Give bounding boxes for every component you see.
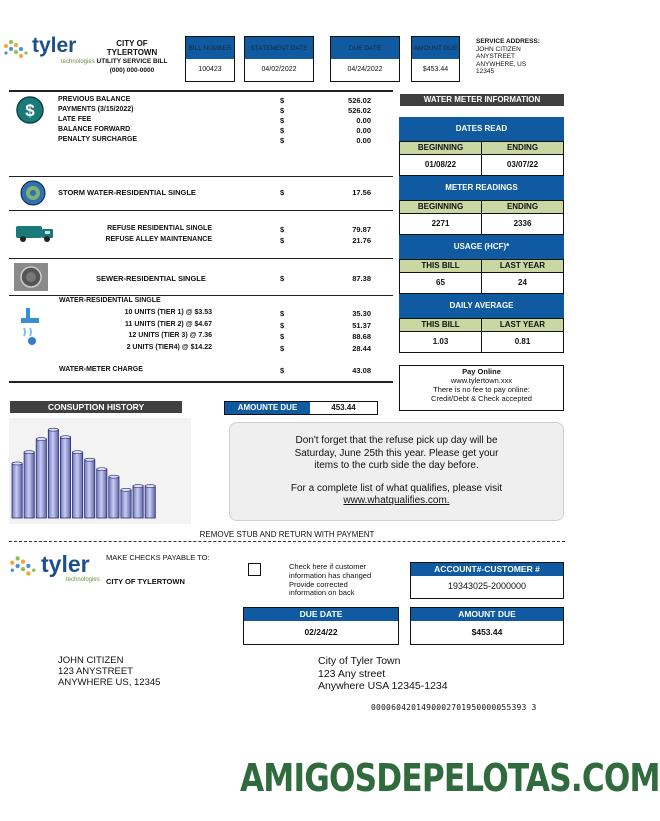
charge-label: PAYMENTS (3/15/2022): [58, 106, 134, 113]
due-date-label: DUE DATE: [331, 37, 399, 59]
charge-amount: 88.68: [352, 332, 371, 341]
charge-currency: $: [280, 343, 285, 353]
sewer-icon: [14, 263, 48, 291]
charge-amount: 21.76: [352, 236, 371, 245]
address-change-checkbox[interactable]: [248, 563, 261, 576]
consumption-bar: [60, 437, 70, 518]
account-label: ACCOUNT#-CUSTOMER #: [411, 563, 563, 576]
garbage-truck-icon: [14, 222, 56, 244]
service-address: [476, 38, 540, 76]
meter-readings-header: METER READINGS: [399, 176, 564, 200]
amount-due-box-label: AMOUNT DUE: [412, 37, 459, 59]
meter-info-title: WATER METER INFORMATION: [400, 94, 564, 106]
remit-address-line: Anywhere USA 12345-1234: [318, 680, 448, 692]
payable-label: MAKE CHECKS PAYABLE TO:: [106, 553, 210, 562]
amount-due-box: [411, 36, 460, 82]
stub-logo-subtext: technologies: [66, 577, 100, 583]
scan-line: 0000604201490002701950000055393 3: [371, 703, 537, 712]
bill-number-box: [185, 36, 235, 82]
charge-label: 12 UNITS (TIER 3) @ 7.36: [128, 332, 212, 339]
service-address-line: 12345: [476, 68, 495, 75]
charge-amount: 0.00: [356, 116, 371, 125]
notice-line-4: For a complete list of what qualifies, please visit: [290, 482, 503, 494]
date-begin-value: 01/08/22: [399, 155, 482, 176]
storm-amount: 17.56: [352, 188, 371, 197]
consumption-bar: [36, 439, 46, 518]
statement-date-value: 04/02/2022: [261, 66, 297, 73]
city-line-1: CITY OF: [116, 39, 148, 48]
consumption-bar-cap: [73, 451, 83, 454]
statement-date-box: [244, 36, 314, 82]
dollar-icon: [16, 96, 44, 124]
customer-address: [58, 655, 160, 688]
customer-address-line: JOHN CITIZEN: [58, 655, 124, 666]
remit-address: [318, 655, 448, 693]
consumption-bar: [85, 460, 95, 518]
consumption-bar: [12, 463, 22, 518]
consumption-bar-cap: [24, 451, 34, 454]
charge-label: PREVIOUS BALANCE: [58, 96, 131, 103]
charge-label: LATE FEE: [58, 116, 92, 123]
stub-amount-label: AMOUNT DUE: [411, 608, 563, 621]
charge-currency: $: [280, 225, 285, 234]
pay-online-url[interactable]: www.tylertown.xxx: [450, 376, 513, 385]
remit-address-line: 123 Any street: [318, 667, 386, 680]
stub-divider: [9, 541, 565, 542]
consumption-bar: [121, 490, 131, 518]
storm-currency: $: [280, 188, 285, 197]
city-line-2: TYLERTOWN: [106, 48, 158, 57]
daily-this-value: 1.03: [399, 332, 482, 353]
consumption-bar-cap: [36, 438, 46, 441]
dates-ending-label: ENDING: [482, 141, 564, 155]
consumption-bar: [133, 486, 143, 518]
charge-label: REFUSE ALLEY MAINTENANCE: [105, 236, 212, 243]
charge-amount: 526.02: [348, 106, 371, 115]
stub-amount-value: $453.44: [471, 627, 503, 637]
water-title: WATER-RESIDENTIAL SINGLE: [59, 297, 161, 304]
amount-due-value: 453.44: [331, 403, 356, 412]
charge-currency: $: [280, 106, 285, 115]
payable-to: CITY OF TYLERTOWN: [106, 577, 185, 586]
check-text-line: information has changed: [289, 570, 372, 580]
stub-due-date-box: [243, 607, 399, 645]
consumption-bar-cap: [60, 436, 70, 439]
bill-number-label: BILL NUMBER: [186, 37, 234, 59]
dates-beginning-label: BEGINNING: [399, 141, 482, 155]
amount-due-box-value: $453.44: [422, 66, 449, 73]
charge-currency: $: [280, 96, 285, 105]
consumption-bar-cap: [145, 485, 155, 488]
svg-text:$: $: [25, 101, 35, 120]
water-faucet-icon: [18, 306, 44, 346]
charge-amount: 526.02: [348, 96, 371, 105]
address-change-text: [289, 563, 371, 598]
consumption-bar-cap: [12, 462, 22, 465]
pay-online-box[interactable]: [399, 365, 564, 411]
charge-amount: 35.30: [352, 309, 371, 318]
city-block: [88, 39, 176, 75]
stub-logo-text: tyler: [41, 551, 90, 577]
storm-water-icon: [20, 180, 46, 206]
charge-currency: $: [280, 116, 285, 125]
phone: (000) 000-0000: [109, 67, 155, 74]
sewer-label: SEWER-RESIDENTIAL SINGLE: [96, 274, 206, 283]
amount-due-strip: [224, 401, 378, 415]
daily-this-bill-label: THIS BILL: [399, 318, 482, 332]
logo-subtext: technologies: [61, 59, 95, 65]
sewer-currency: $: [280, 274, 285, 283]
consumption-bar-cap: [133, 485, 143, 488]
charge-currency: $: [280, 309, 285, 318]
consumption-bar: [73, 452, 83, 518]
charge-amount: 0.00: [356, 136, 371, 145]
pay-online-title: Pay Online: [462, 367, 501, 376]
check-text-line: Check here if customer: [289, 562, 367, 571]
consumption-bar-cap: [121, 488, 131, 491]
charge-amount: 0.00: [356, 126, 371, 135]
meter-charge-currency: $: [280, 366, 285, 375]
usage-this-value: 65: [399, 273, 482, 294]
charge-currency: $: [280, 332, 285, 341]
usage-last-value: 24: [482, 273, 564, 294]
stub-due-date-value: 02/24/22: [304, 627, 338, 637]
remove-stub-text: REMOVE STUB AND RETURN WITH PAYMENT: [199, 530, 375, 539]
stub-tyler-logo-icon: [8, 552, 38, 582]
daily-last-value: 0.81: [482, 332, 564, 353]
charge-amount: 28.44: [352, 343, 371, 353]
dates-read-header: DATES READ: [399, 117, 564, 141]
check-text-line: Provide corrected: [289, 579, 348, 589]
read-begin-value: 2271: [399, 214, 482, 235]
read-end-value: 2336: [482, 214, 564, 235]
charge-currency: $: [280, 320, 285, 330]
due-date-box: [330, 36, 400, 82]
notice-box: [229, 422, 564, 521]
service-address-line: ANYSTREET: [476, 53, 516, 60]
customer-address-line: 123 ANYSTREET: [58, 666, 133, 677]
readings-ending-label: ENDING: [482, 200, 564, 214]
consumption-title: CONSUPTION HISTORY: [10, 401, 182, 413]
charge-currency: $: [280, 136, 285, 145]
usage-header: USAGE (HCF)*: [399, 235, 564, 259]
stub-amount-box: [410, 607, 564, 645]
bill-number-value: 100423: [198, 66, 222, 73]
charge-currency: $: [280, 236, 285, 245]
stub-tyler-logo: [8, 550, 108, 584]
service-address-title: SERVICE ADDRESS:: [476, 38, 540, 45]
consumption-bar: [24, 452, 34, 518]
daily-average-header: DAILY AVERAGE: [399, 294, 564, 318]
charge-label: 10 UNITS (TIER 1) @ $3.53: [124, 309, 212, 316]
notice-line-1: Don't forget that the refuse pick up day will be: [295, 435, 498, 446]
watermark: AMIGOSDEPELOTAS.COM: [240, 756, 660, 800]
consumption-bar: [97, 469, 107, 518]
charge-label: PENALTY SURCHARGE: [58, 136, 138, 143]
meter-panel: [399, 117, 564, 353]
consumption-chart: [9, 418, 191, 524]
consumption-bar-cap: [48, 428, 58, 431]
pay-online-line-1: There is no fee to pay online:: [433, 385, 530, 394]
consumption-bar-cap: [97, 468, 107, 471]
check-text-line: information on back: [289, 588, 355, 598]
remit-address-line: City of Tyler Town: [318, 655, 401, 667]
amount-due-label: AMOUNTE DUE: [225, 402, 310, 414]
usage-this-bill-label: THIS BILL: [399, 259, 482, 273]
service-address-line: ANYWHERE, US: [476, 60, 527, 68]
meter-charge-label: WATER-METER CHARGE: [59, 366, 143, 373]
account-value: 19343025-2000000: [447, 581, 527, 591]
charge-label: BALANCE FORWARD: [58, 126, 131, 133]
notice-link[interactable]: www.whatqualifies.com.: [343, 495, 450, 506]
notice-line-2: Saturday, June 25th this year. Please get your: [294, 447, 499, 459]
consumption-bar-cap: [85, 458, 95, 461]
date-end-value: 03/07/22: [482, 155, 564, 176]
pay-online-line-2: Credit/Debt & Check accepted: [431, 394, 532, 403]
charge-amount: 51.37: [352, 320, 371, 330]
service-address-line: JOHN CITIZEN: [476, 45, 521, 53]
consumption-bar: [145, 486, 155, 518]
customer-address-line: ANYWHERE US, 12345: [58, 677, 161, 688]
consumption-bar-cap: [109, 475, 119, 478]
tyler-logo: [2, 34, 95, 68]
account-box: [410, 562, 564, 599]
due-date-value: 04/24/2022: [347, 66, 383, 73]
bill-type: UTILITY SERVICE BILL: [96, 58, 168, 65]
consumption-bar: [109, 477, 119, 518]
notice-line-3: items to the curb side the day before.: [314, 460, 479, 471]
charge-label: 11 UNITS (TIER 2) @ $4.67: [125, 320, 212, 328]
meter-charge-amount: 43.08: [352, 366, 371, 375]
storm-label: STORM WATER-RESIDENTIAL SINGLE: [58, 188, 196, 197]
tyler-logo-icon: [2, 36, 30, 64]
charge-amount: 79.87: [352, 225, 371, 234]
usage-last-year-label: LAST YEAR: [482, 259, 564, 273]
consumption-bar: [48, 430, 58, 518]
sewer-amount: 87.38: [352, 274, 371, 283]
charge-label: 2 UNITS (TIER4) @ $14.22: [126, 343, 212, 351]
charge-label: REFUSE RESIDENTIAL SINGLE: [107, 225, 212, 232]
daily-last-year-label: LAST YEAR: [482, 318, 564, 332]
statement-date-label: STATEMENT DATE: [245, 37, 313, 59]
stub-due-date-label: DUE DATE: [244, 608, 398, 621]
readings-beginning-label: BEGINNING: [399, 200, 482, 214]
charge-currency: $: [280, 126, 285, 135]
logo-text: tyler: [32, 34, 77, 57]
